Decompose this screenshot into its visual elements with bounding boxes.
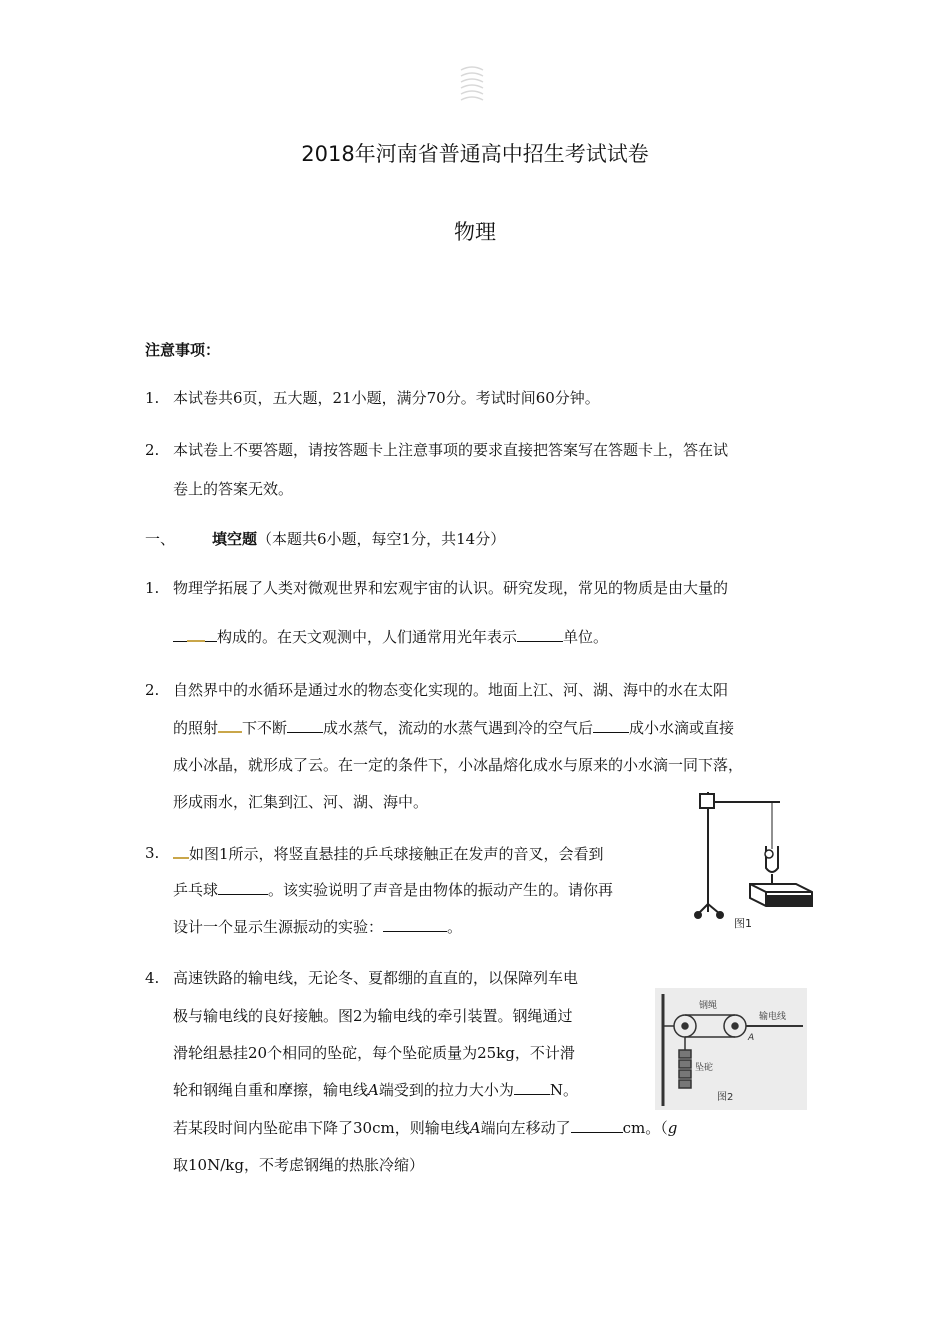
q4-line4-b: 端受到的拉力大小为 xyxy=(378,1081,514,1099)
q4-line6: 取10N/kg，不考虑钢绳的热胀冷缩） xyxy=(173,1156,424,1174)
q3-num: 3. xyxy=(145,844,160,862)
figure-2-rope-label: 钢绳 xyxy=(699,1001,718,1011)
q2-line2-d: 成小水滴或直接 xyxy=(629,719,735,737)
q1-line2-b: 单位。 xyxy=(563,628,609,646)
q4-line2: 极与输电线的良好接触。图2为输电线的牵引装置。钢绳通过 xyxy=(173,1007,573,1025)
watermark-logo-icon xyxy=(457,62,487,104)
q3-line2 xyxy=(173,880,613,900)
q2-num: 2. xyxy=(145,681,160,699)
q2-blank-1 xyxy=(287,718,323,733)
q4-line4-var: A xyxy=(368,1081,379,1099)
q1-blank-1a xyxy=(173,627,187,642)
q3-line3-b: 。 xyxy=(447,918,463,936)
section-1-header xyxy=(212,529,505,549)
q3-line1-text: 如图1所示，将竖直悬挂的乒乓球接触正在发声的音叉，会看到 xyxy=(189,845,604,863)
q4-line5-a: 若某段时间内坠砣串下降了30cm，则输电线 xyxy=(173,1119,470,1137)
q4-line5-g: g xyxy=(667,1119,678,1137)
q3-line3 xyxy=(173,917,462,937)
notice-item-2-text-cont: 卷上的答案无效。 xyxy=(173,480,294,498)
q2-line1: 自然界中的水循环是通过水的物态变化实现的。地面上江、河、湖、海中的水在太阳 xyxy=(173,681,729,699)
q3-line3-a: 设计一个显示生源振动的实验： xyxy=(173,918,384,936)
q4-line4-c: N。 xyxy=(549,1081,579,1099)
exam-title: 2018年河南省普通高中招生考试试卷 xyxy=(301,142,649,166)
figure-2-label: 图2 xyxy=(717,1092,734,1103)
q4-blank-2 xyxy=(571,1118,623,1133)
figure-2-pulley-diagram xyxy=(655,988,807,1110)
q2-line4: 形成雨水，汇集到江、河、湖、海中。 xyxy=(173,793,429,811)
exam-subject: 物理 xyxy=(454,220,496,244)
q3-line1 xyxy=(173,843,604,864)
q4-line5-c: cm。（ xyxy=(622,1119,668,1137)
q4-blank-1 xyxy=(514,1080,550,1095)
notice-item-1-num: 1. xyxy=(145,389,160,407)
notice-heading: 注意事项： xyxy=(145,341,221,359)
q1-blank-1b xyxy=(187,626,205,642)
q1-blank-2 xyxy=(517,627,563,642)
q4-num: 4. xyxy=(145,969,160,987)
notice-item-2-num: 2. xyxy=(145,441,160,459)
q4-line3: 滑轮组悬挂20个相同的坠砣，每个坠砣质量为25kg，不计滑 xyxy=(173,1044,575,1062)
q3-line2-b: 。该实验说明了声音是由物体的振动产生的。请你再 xyxy=(268,881,614,899)
q2-line2 xyxy=(173,717,734,738)
q4-line5 xyxy=(173,1118,677,1138)
q3-blank-2 xyxy=(383,917,447,932)
q4-line5-var: A xyxy=(469,1119,481,1137)
q3-line2-a: 乒乓球 xyxy=(173,881,219,899)
figure-2-weight-label: 坠砣 xyxy=(695,1063,714,1073)
notice-item-1-text: 本试卷共6页，五大题，21小题，满分70分。考试时间60分钟。 xyxy=(173,389,600,407)
q2-line2-c: 成水蒸气，流动的水蒸气遇到冷的空气后 xyxy=(323,719,594,737)
notice-item-2-text: 本试卷上不要答题，请按答题卡上注意事项的要求直接把答案写在答题卡上，答在试 xyxy=(173,441,729,459)
q1-line2-a: 构成的。在天文观测中，人们通常用光年表示 xyxy=(217,628,518,646)
section-1-name: 填空题 xyxy=(212,530,258,548)
figure-1-tuning-fork-diagram xyxy=(688,784,818,934)
q1-line1: 物理学拓展了人类对微观世界和宏观宇宙的认识。研究发现，常见的物质是由大量的 xyxy=(173,579,729,597)
q2-blank-2 xyxy=(593,718,629,733)
figure-2-a-label: A xyxy=(748,1033,755,1043)
figure-1-label: 图1 xyxy=(734,917,752,930)
q4-line5-b: 端向左移动了 xyxy=(480,1119,571,1137)
q4-line1: 高速铁路的输电线，无论冬、夏都绷的直直的，以保障列车电 xyxy=(173,969,579,987)
q4-line4-a: 轮和钢绳自重和摩擦，输电线 xyxy=(173,1081,369,1099)
q2-line2-b: 下不断 xyxy=(242,719,288,737)
figure-2-wire-label: 输电线 xyxy=(759,1012,787,1022)
q2-line2-a: 的照射 xyxy=(173,719,219,737)
q1-blank-1c xyxy=(205,627,217,642)
q1-line2 xyxy=(173,626,608,647)
q3-blank-1 xyxy=(218,880,268,895)
section-1-desc: （本题共6小题，每空1分，共14分） xyxy=(257,530,506,548)
q2-line3: 成小冰晶，就形成了云。在一定的条件下，小冰晶熔化成水与原来的小水滴一同下落， xyxy=(173,756,744,774)
q1-num: 1. xyxy=(145,579,160,597)
q2-blank-0 xyxy=(218,717,242,733)
q3-blank-0 xyxy=(173,843,189,859)
section-1-num: 一、 xyxy=(145,530,176,548)
q4-line4 xyxy=(173,1080,578,1100)
